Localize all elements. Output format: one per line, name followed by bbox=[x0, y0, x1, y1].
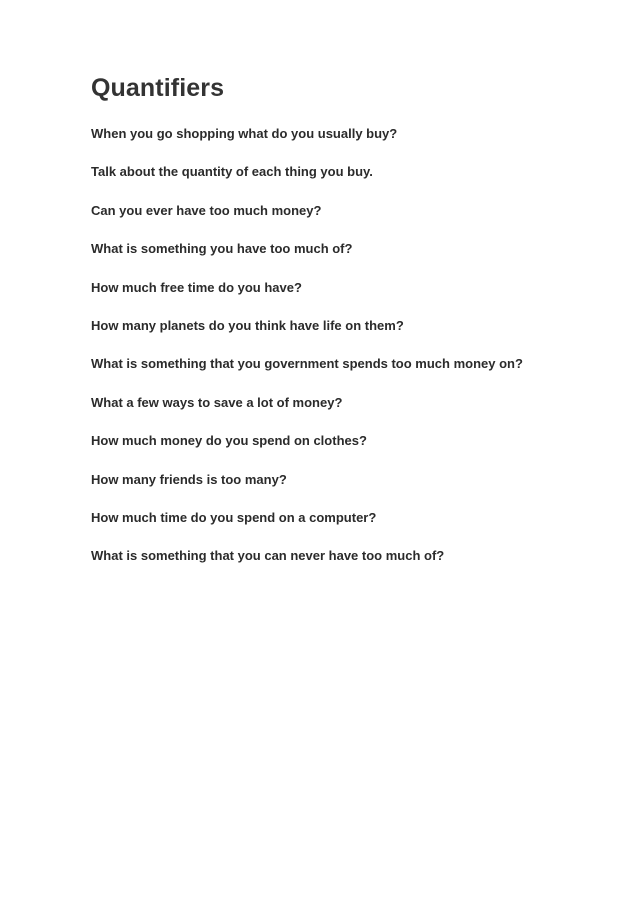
question-item: What is something that you government spends too much money on? bbox=[91, 356, 523, 372]
question-item: How much time do you spend on a computer? bbox=[91, 509, 377, 525]
question-item: What a few ways to save a lot of money? bbox=[91, 394, 343, 410]
question-item: How much free time do you have? bbox=[91, 279, 302, 295]
question-item: How many friends is too many? bbox=[91, 471, 287, 487]
question-list bbox=[91, 126, 523, 587]
question-item: How many planets do you think have life on them? bbox=[91, 317, 404, 333]
question-item: Talk about the quantity of each thing you buy. bbox=[91, 164, 373, 180]
question-item: Can you ever have too much money? bbox=[91, 202, 322, 218]
question-item: When you go shopping what do you usually buy? bbox=[91, 126, 398, 141]
question-item: What is something you have too much of? bbox=[91, 241, 353, 257]
page-title: Quantifiers bbox=[91, 74, 225, 102]
question-item: What is something that you can never have too much of? bbox=[91, 548, 445, 564]
question-item: How much money do you spend on clothes? bbox=[91, 433, 367, 449]
